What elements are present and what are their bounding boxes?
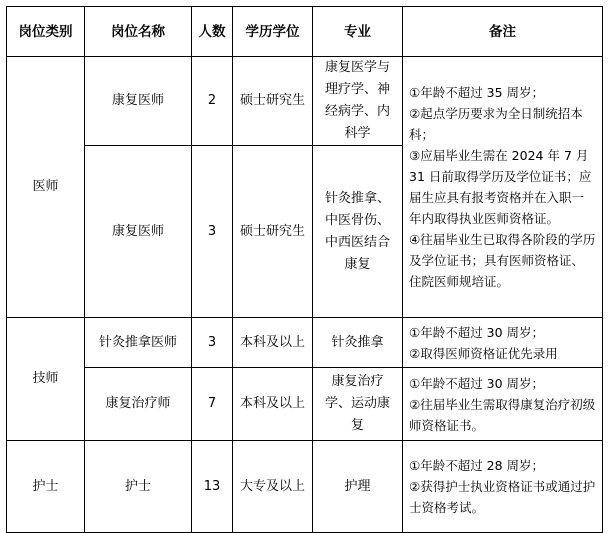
notes-cell [403, 441, 603, 533]
category-cell: 医师 [7, 57, 85, 318]
major-cell: 康复医学与理疗学、神经病学、内科学 [313, 57, 403, 146]
major-cell: 护理 [313, 441, 403, 533]
table-row [7, 318, 603, 368]
education-cell: 硕士研究生 [233, 57, 313, 146]
count-cell: 7 [192, 368, 233, 441]
table-row [7, 57, 603, 146]
count-cell: 13 [192, 441, 233, 533]
header-position-name: 岗位名称 [85, 7, 192, 57]
count-cell: 3 [192, 318, 233, 368]
position-name-cell: 针灸推拿医师 [85, 318, 192, 368]
category-cell: 护士 [7, 441, 85, 533]
education-cell: 本科及以上 [233, 368, 313, 441]
note-line: ①年龄不超过 35 周岁； [409, 85, 545, 100]
note-line: ③应届毕业生需在 2024 年 7 月 31 日前取得学历及学位证书；应届生应具有报考资格并在入职一年内取得执业医师资格证。 [409, 148, 592, 226]
recruitment-table [6, 6, 603, 533]
note-line: ②起点学历要求为全日制统招本科； [409, 106, 583, 142]
education-cell: 硕士研究生 [233, 146, 313, 318]
notes-cell [403, 318, 603, 368]
position-name-cell: 康复医师 [85, 146, 192, 318]
position-name-cell: 康复治疗师 [85, 368, 192, 441]
note-line: ①年龄不超过 28 周岁； [409, 458, 545, 473]
major-cell: 针灸推拿、中医骨伤、中西医结合康复 [313, 146, 403, 318]
position-name-cell: 护士 [85, 441, 192, 533]
count-cell: 2 [192, 57, 233, 146]
header-major: 专业 [313, 7, 403, 57]
education-cell: 大专及以上 [233, 441, 313, 533]
major-cell: 针灸推拿 [313, 318, 403, 368]
category-cell: 技师 [7, 318, 85, 441]
note-line: ④往届毕业生已取得各阶段的学历及学位证书；具有医师资格证、住院医师规培证。 [409, 232, 596, 289]
note-line: ②往届毕业生需取得康复治疗初级师资格证书。 [409, 396, 596, 433]
header-count: 人数 [192, 7, 233, 57]
note-line: ①年龄不超过 30 周岁； [409, 324, 545, 340]
position-name-cell: 康复医师 [85, 57, 192, 146]
education-cell: 本科及以上 [233, 318, 313, 368]
note-line: ②取得医师资格证优先录用 [409, 345, 558, 361]
header-notes: 备注 [403, 7, 603, 57]
header-category: 岗位类别 [7, 7, 85, 57]
table-row [7, 368, 603, 441]
header-education: 学历学位 [233, 7, 313, 57]
table-row [7, 441, 603, 533]
count-cell: 3 [192, 146, 233, 318]
note-line: ②获得护士执业资格证书或通过护士资格考试。 [409, 479, 596, 515]
major-cell: 康复治疗学、运动康复 [313, 368, 403, 441]
header-row [7, 7, 603, 57]
notes-cell [403, 368, 603, 441]
note-line: ①年龄不超过 30 周岁； [409, 375, 545, 391]
notes-cell [403, 57, 603, 318]
